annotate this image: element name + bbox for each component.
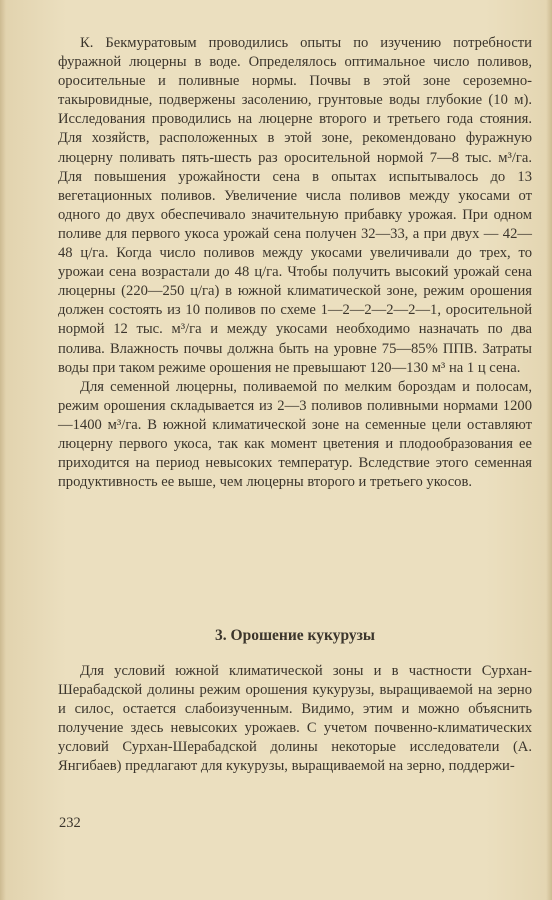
paragraph-alfalfa-forage: К. Бекмуратовым проводились опыты по изучению потребности фуражной люцерны в воде. Определялось оптимальное число поливов, оросительные и поливные нормы. Почвы в этой зоне сероземно-такыровидные, подвержены засолению, грунтовые воды глубокие (10 м). Исследования проводились на люцерне второго и третьего года стояния. Для хозяйств, расположенных в этой зоне, рекомендовано фуражную люцерну поливать пять-шесть раз оросительной нормой 7—8 тыс. м³/га. Для повышения урожайности сена в опытах испытывалось до 13 вегетационных поливов. Увеличение числа поливов между укосами от одного до двух обеспечивало значительную прибавку урожая. При одном поливе для первого укоса урожай сена получен 32—33, а при двух — 42—48 ц/га. Когда число поливов между укосами увеличивали до трех, то урожаи сена возрастали до 48 ц/га. Чтобы получить высокий урожай сена люцерны (220—250 ц/га) в южной климатической зоне, режим орошения должен состоять из 10 поливов по схеме 1—2—2—2—2—1, оросительной нормой 12 тыс. м³/га и между укосами необходимо назначать по два полива. Влажность почвы должна быть на уровне 75—85% ППВ. Затраты воды при таком режиме орошения не превышают 120—130 м³ на 1 ц сена. [58,35,532,376]
page-number: 232 [59,815,81,831]
section-heading: 3. Орошение кукурузы [215,627,375,644]
paragraph-corn-irrigation: Для условий южной климатической зоны и в частности Сурхан-Шерабадской долины режим орошения кукурузы, выращиваемой на зерно и силос, остается слабоизученным. Видимо, этим и можно объяснить получение здесь невысоких урожаев. С учетом почвенно-климатических условий Сурхан-Шерабадской долины некоторые исследователи (А. Янгибаев) предлагают для кукурузы, выращиваемой на зерно, поддержи- [58,663,532,775]
text-block-top [58,34,532,492]
page-edge-right [546,0,552,900]
text-block-bottom [58,662,532,777]
page-edge-left [0,0,6,900]
paragraph-alfalfa-seed: Для семенной люцерны, поливаемой по мелким бороздам и полосам, режим орошения складывается из 2—3 поливов поливными нормами 1200—1400 м³/га. В южной климатической зоне на семенные цели оставляют люцерну первого укоса, так как момент цветения и плодообразования ее приходится на период невысоких температур. Вследствие этого семенная продуктивность ее выше, чем люцерны второго и третьего укосов. [58,378,532,491]
